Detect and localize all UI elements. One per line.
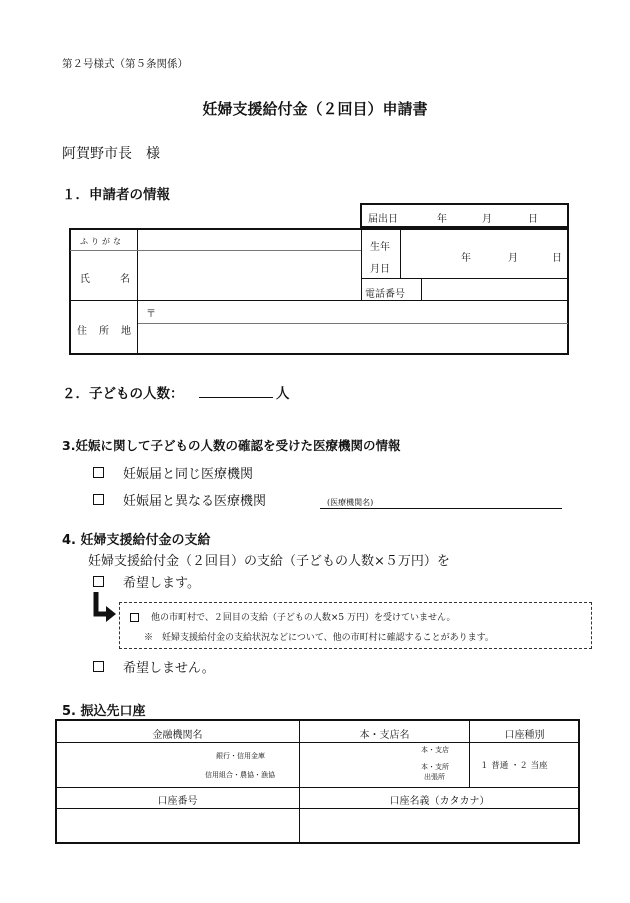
different-facility-label: 妊娠届と異なる医療機関 [123, 494, 267, 509]
account-number-field[interactable] [56, 809, 299, 843]
branch-type-line2: 本・支所 [421, 763, 449, 771]
branch-type-line1: 本・支店 [421, 746, 449, 754]
no-other-payment-label: 他の市町村で、２回目の支給（子どもの人数×5 万円）を受けていません。 [151, 613, 456, 623]
branch-name-header: 本・支店名 [359, 730, 410, 741]
account-type-header: 口座種別 [504, 730, 545, 741]
name-field[interactable] [138, 251, 361, 300]
birth-day-label: 日 [552, 253, 562, 264]
account-number-header: 口座番号 [157, 796, 198, 807]
section5-heading: 5. 振込先口座 [62, 704, 146, 719]
birth-label-1: 生年 [370, 242, 390, 253]
phone-label: 電話番号 [365, 289, 405, 300]
submit-date-month-label: 月 [482, 214, 492, 225]
form-number: 第２号様式（第５条関係） [62, 58, 188, 70]
different-facility-checkbox[interactable] [93, 494, 104, 505]
same-facility-checkbox[interactable] [93, 467, 104, 478]
birth-date-field[interactable] [401, 229, 567, 278]
name-label-1: 氏 [80, 274, 90, 285]
facility-name-label: (医療機関名) [327, 498, 374, 507]
furigana-label: ふりがな [80, 237, 124, 246]
bank-type-line2: 信用組合・農協・漁協 [205, 771, 275, 779]
account-holder-field[interactable] [300, 809, 579, 843]
submit-date-label: 届出日 [368, 214, 398, 225]
bank-type-line1: 銀行・信用金庫 [216, 752, 265, 760]
bank-name-header: 金融機関名 [152, 730, 203, 741]
name-label-2: 名 [120, 274, 130, 285]
postal-mark: 〒 [146, 309, 156, 320]
page-title: 妊婦支援給付金（２回目）申請書 [202, 100, 428, 118]
branch-type-line3: 出張所 [424, 773, 445, 781]
section4-heading: 4. 妊婦支援給付金の支給 [62, 533, 211, 548]
account-type-options[interactable]: １ 普通 ・２ 当座 [480, 761, 548, 771]
wish-yes-label: 希望します。 [123, 576, 200, 591]
no-other-payment-checkbox[interactable] [130, 613, 139, 622]
phone-field[interactable] [422, 279, 567, 300]
account-holder-header: 口座名義（カタカナ） [389, 796, 490, 807]
birth-year-label: 年 [461, 253, 471, 264]
address-field[interactable] [138, 301, 567, 353]
section4-description: 妊婦支援給付金（２回目）の支給（子どもの人数×５万円）を [88, 554, 450, 569]
confirmation-note: ※ 妊婦支援給付金の支給状況などについて、他の市町村に確認することがあります。 [144, 633, 494, 643]
section1-heading: １．申請者の情報 [62, 187, 170, 203]
child-count-unit: 人 [276, 386, 290, 402]
facility-name-field[interactable] [320, 508, 562, 509]
section2-heading: ２．子どもの人数： [62, 386, 184, 402]
wish-no-checkbox[interactable] [93, 661, 104, 672]
submit-date-day-label: 日 [528, 214, 538, 225]
birth-label-2: 月日 [370, 264, 390, 275]
address-label: 住 所 地 [77, 326, 132, 337]
section3-heading: 3.妊娠に関して子どもの人数の確認を受けた医療機関の情報 [62, 438, 401, 453]
birth-month-label: 月 [508, 253, 518, 264]
wish-no-label: 希望しません。 [123, 661, 215, 676]
furigana-field[interactable] [138, 229, 361, 250]
wish-yes-checkbox[interactable] [93, 576, 104, 587]
child-count-field[interactable] [199, 397, 273, 398]
submit-date-year-label: 年 [437, 214, 447, 225]
addressee: 阿賀野市長 様 [62, 146, 160, 162]
branch-name-field[interactable] [300, 743, 469, 787]
bank-name-field[interactable] [56, 743, 299, 787]
same-facility-label: 妊娠届と同じ医療機関 [123, 467, 254, 482]
arrow-down-right-icon [90, 592, 118, 626]
